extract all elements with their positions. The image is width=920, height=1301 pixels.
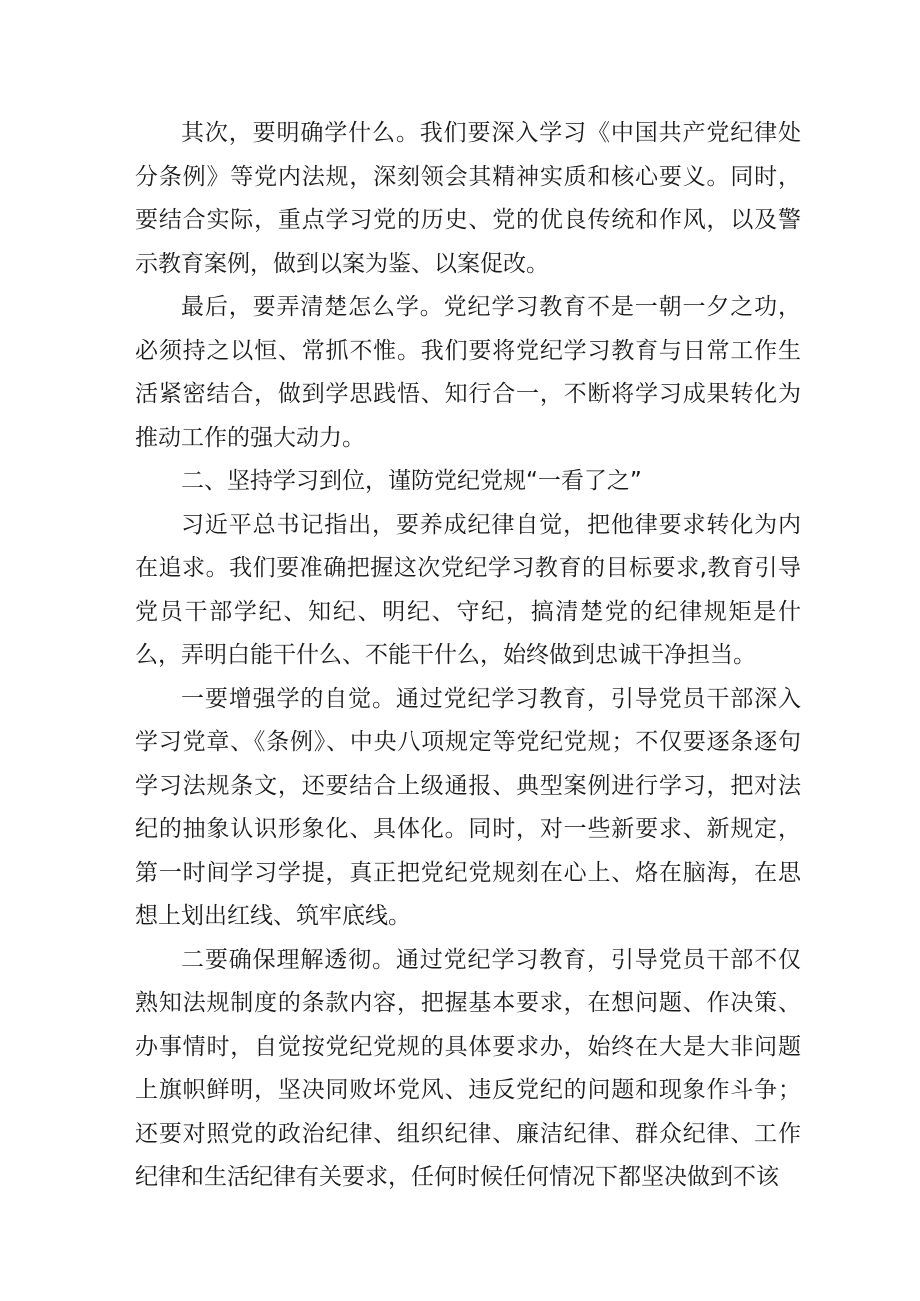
paragraph-how-to-study: 最后，要弄清楚怎么学。党纪学习教育不是一朝一夕之功，必须持之以恒、常抓不惟。我们要将党纪学习教育与日常工作生活紧密结合，做到学思践悟、知行合一，不断将学习成果转化为推动工作的强大动力。 bbox=[135, 294, 801, 451]
paragraph-enhance-self-awareness: 一要增强学的自觉。通过党纪学习教育，引导党员干部深入学习党章、《条例》、中央八项规定等党纪党规；不仅要逐条逐句学习法规条文，还要结合上级通报、典型案例进行学习，把对法纪的抽象认识形象化、具体化。同时，对一些新要求、新规定，第一时间学习学提，真正把党纪党规刻在心上、烙在脑海，在思想上划出红线、筑牢底线。 bbox=[135, 685, 801, 929]
document-body bbox=[135, 112, 801, 1200]
section-heading-2: 二、坚持学习到位，谨防党纪党规“一看了之” bbox=[181, 468, 642, 494]
paragraph-discipline-awareness: 习近平总书记指出，要养成纪律自觉，把他律要求转化为内在追求。我们要准确把握这次党纪学习教育的目标要求,教育引导党员干部学纪、知纪、明纪、守纪，搞清楚党的纪律规矩是什么，弄明白能干什么、不能干什么，始终做到忠诚干净担当。 bbox=[135, 511, 801, 668]
paragraph-thorough-understanding: 二要确保理解透彻。通过党纪学习教育，引导党员干部不仅熟知法规制度的条款内容，把握基本要求，在想问题、作决策、办事情时，自觉按党纪党规的具体要求办，始终在大是大非问题上旗帜鲜明，坚决同败坏党风、违反党纪的问题和现象作斗争；还要对照党的政治纪律、组织纪律、廉洁纪律、群众纪律、工作纪律和生活纪律有关要求，任何时候任何情况下都坚决做到不该 bbox=[135, 946, 801, 1190]
paragraph-study-what: 其次，要明确学什么。我们要深入学习《中国共产党纪律处分条例》等党内法规，深刻领会其精神实质和核心要义。同时，要结合实际，重点学习党的历史、党的优良传统和作风，以及警示教育案例，做到以案为鉴、以案促改。 bbox=[135, 120, 801, 277]
